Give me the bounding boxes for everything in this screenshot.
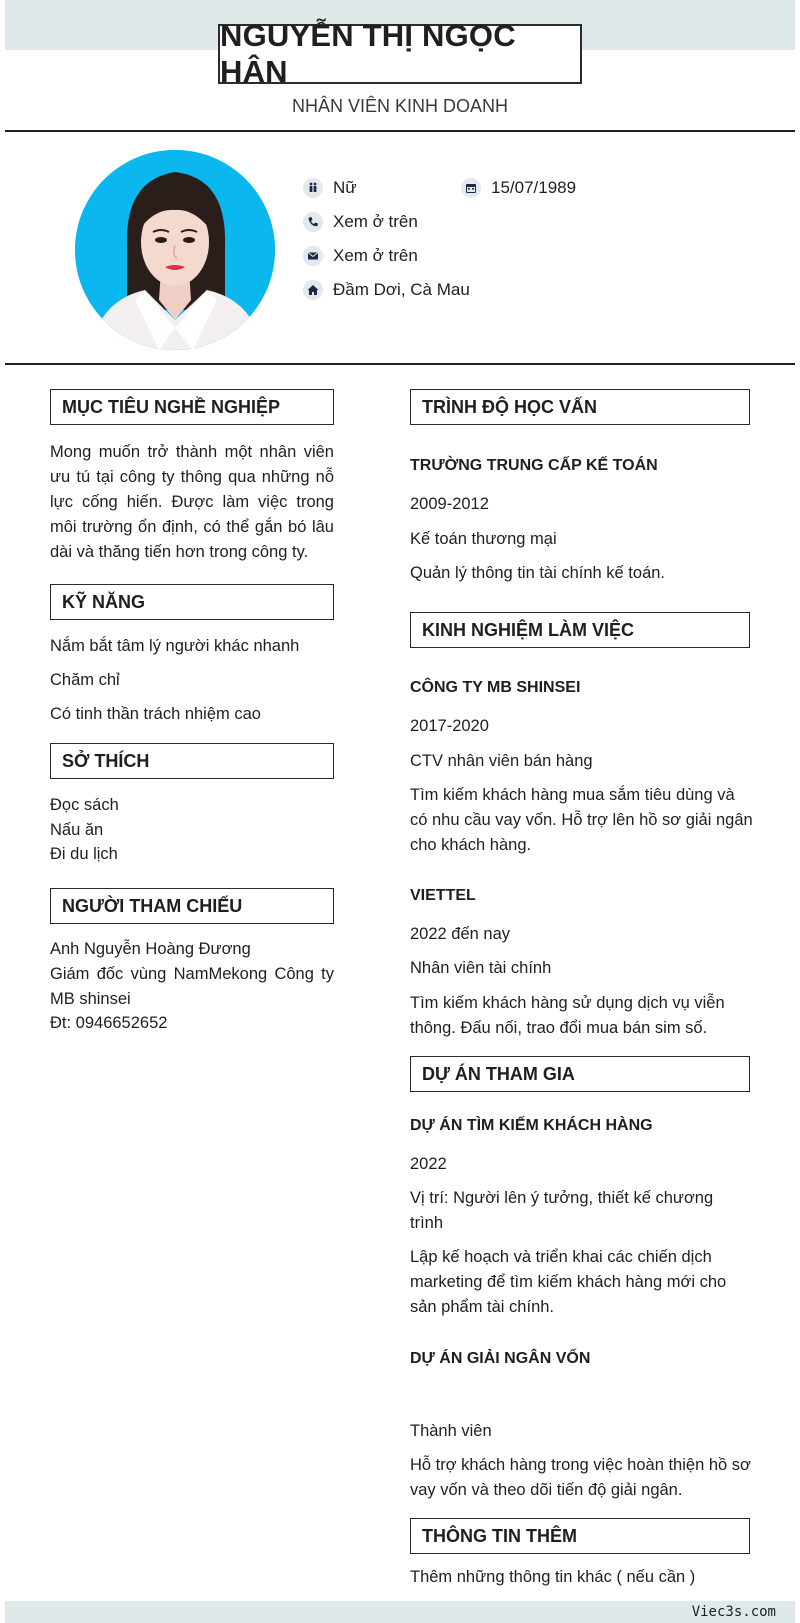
job-period: 2017-2020	[410, 717, 489, 735]
email-value: Xem ở trên	[333, 246, 418, 265]
job-desc: Tìm kiếm khách hàng mua sắm tiêu dùng và có nhu cầu vay vốn. Hỗ trợ lên hồ sơ giải ngân cho khách hàng.	[410, 786, 753, 854]
birthday-info	[461, 178, 576, 198]
company-name: VIETTEL	[410, 887, 476, 904]
phone-icon	[303, 212, 323, 232]
header-divider	[5, 130, 795, 132]
gender-value: Nữ	[333, 178, 357, 197]
email-info	[303, 246, 418, 266]
hobby-item: Đọc sách	[50, 796, 119, 814]
references-heading: NGƯỜI THAM CHIẾU	[50, 888, 334, 924]
email-icon	[303, 246, 323, 266]
gender-info	[303, 178, 357, 198]
reference-phone: Đt: 0946652652	[50, 1014, 168, 1032]
experience-heading: KINH NGHIỆM LÀM VIỆC	[410, 612, 750, 648]
hobby-item: Nấu ăn	[50, 821, 104, 839]
extra-text: Thêm những thông tin khác ( nếu cần )	[410, 1568, 696, 1586]
avatar	[75, 150, 275, 350]
hobbies-heading: SỞ THÍCH	[50, 743, 334, 779]
skill-item: Chăm chỉ	[50, 671, 120, 689]
job-position: Nhân viên tài chính	[410, 959, 552, 977]
education-period: 2009-2012	[410, 495, 489, 513]
job-period: 2022 đến nay	[410, 925, 511, 943]
watermark: Viec3s.com	[691, 1604, 776, 1620]
address-info	[303, 280, 470, 300]
project-role: Thành viên	[410, 1422, 492, 1440]
portrait-photo	[75, 150, 275, 350]
full-name: NGUYỄN THỊ NGỌC HÂN	[220, 18, 516, 89]
name-box	[218, 18, 582, 89]
home-icon	[303, 280, 323, 300]
company-name: CÔNG TY MB SHINSEI	[410, 679, 581, 696]
job-title: NHÂN VIÊN KINH DOANH	[291, 96, 509, 116]
reference-position: Giám đốc vùng NamMekong Công ty MB shinsei	[50, 965, 334, 1008]
birthday-value: 15/07/1989	[491, 178, 577, 197]
education-heading: TRÌNH ĐỘ HỌC VẤN	[410, 389, 750, 425]
project-role: Vị trí: Người lên ý tưởng, thiết kế chương trình	[410, 1189, 714, 1232]
skill-item: Nắm bắt tâm lý người khác nhanh	[50, 637, 300, 655]
education-major: Kế toán thương mại	[410, 530, 557, 548]
hobby-item: Đi du lịch	[50, 845, 118, 863]
project-desc: Hỗ trợ khách hàng trong việc hoàn thiện hồ sơ vay vốn và theo dõi tiến độ giải ngân.	[410, 1456, 751, 1499]
school-name: TRƯỜNG TRUNG CẤP KẾ TOÁN	[410, 457, 658, 474]
education-desc: Quản lý thông tin tài chính kế toán.	[410, 564, 666, 582]
project-desc: Lập kế hoạch và triển khai các chiến dịch marketing để tìm kiếm khách hàng mới cho sản phẩm tài chính.	[410, 1248, 727, 1316]
extra-heading: THÔNG TIN THÊM	[410, 1518, 750, 1554]
bottom-band	[5, 1601, 795, 1623]
project-period: 2022	[410, 1155, 447, 1173]
phone-value: Xem ở trên	[333, 212, 418, 231]
calendar-icon	[461, 178, 481, 198]
projects-heading: DỰ ÁN THAM GIA	[410, 1056, 750, 1092]
job-desc: Tìm kiếm khách hàng sử dụng dịch vụ viễn thông. Đấu nối, trao đổi mua bán sim số.	[410, 994, 725, 1037]
objective-heading: MỤC TIÊU NGHỀ NGHIỆP	[50, 389, 334, 425]
project-name: DỰ ÁN TÌM KIẾM KHÁCH HÀNG	[410, 1117, 653, 1134]
gender-icon	[303, 178, 323, 198]
project-name: DỰ ÁN GIẢI NGÂN VỐN	[410, 1350, 591, 1367]
profile-divider	[5, 363, 795, 365]
address-value: Đầm Dơi, Cà Mau	[333, 280, 470, 299]
skill-item: Có tinh thần trách nhiệm cao	[50, 705, 261, 723]
reference-name: Anh Nguyễn Hoàng Đương	[50, 940, 251, 958]
objective-text: Mong muốn trở thành một nhân viên ưu tú tại công ty thông qua những nỗ lực cống hiến. Được làm việc trong môi trường ổn định, có thể gắn bó lâu dài và thăng tiến hơn trong công ty.	[50, 443, 334, 561]
skills-heading: KỸ NĂNG	[50, 584, 334, 620]
phone-info	[303, 212, 418, 232]
job-position: CTV nhân viên bán hàng	[410, 752, 593, 770]
